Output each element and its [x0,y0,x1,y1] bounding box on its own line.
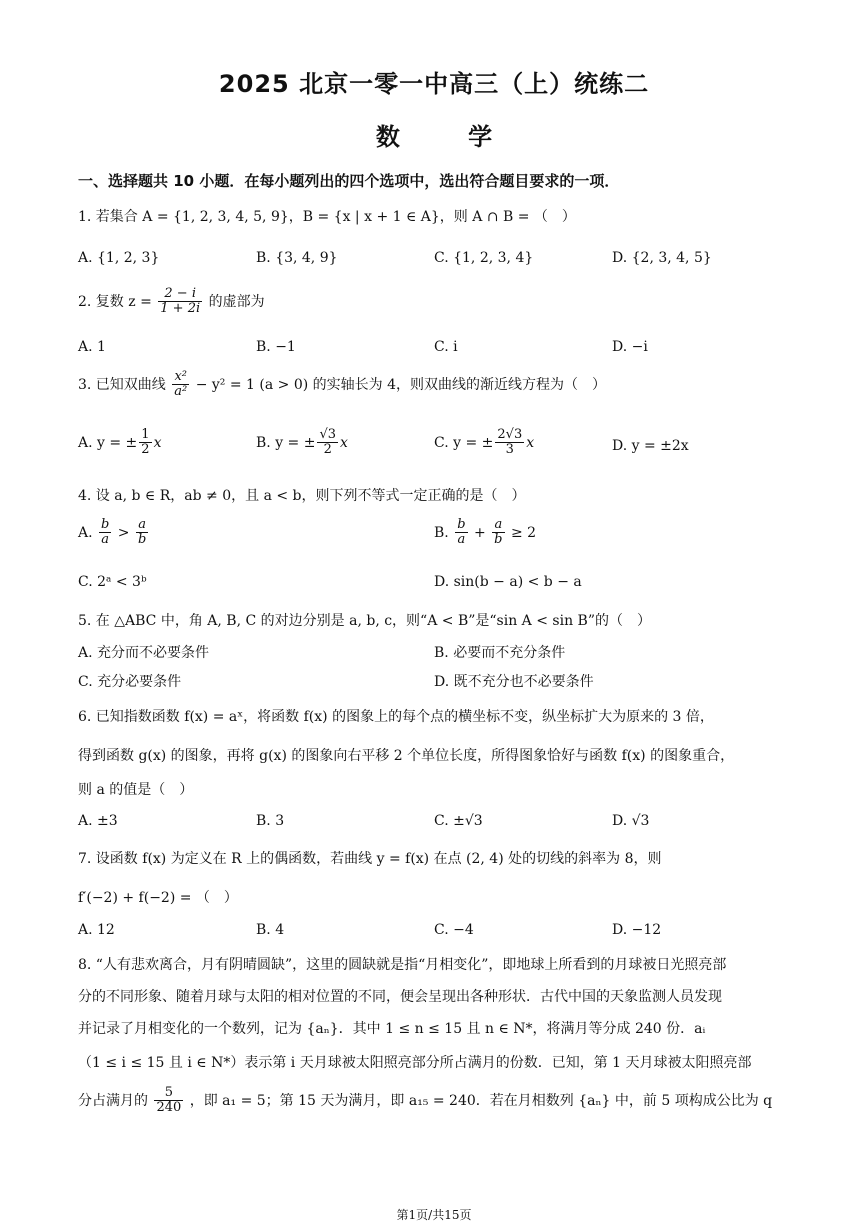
q3-c-den: 3 [505,442,514,458]
question-8-line-1: 8. “人有悲欢离合，月有阴晴圆缺”，这里的圆缺就是指“月相变化”，即地球上所看到的月球被日光照亮部 [78,957,727,973]
question-8-line-5 [78,1086,772,1116]
q3-a-post: x [153,434,162,451]
q3-c-post: x [526,434,535,451]
q2-option-d: D. −i [612,339,648,355]
q1-option-c: C. {1, 2, 3, 4} [434,250,534,266]
q3-prefix: 3. 已知双曲线 [78,376,166,393]
page-footer: 第1页/共15页 [396,1208,472,1222]
q3-option-a [78,428,161,458]
q5-option-c: C. 充分必要条件 [78,674,182,690]
q4-b-pre: B. [434,524,449,541]
question-2-stem [78,287,265,317]
q4-b-d2: b [494,532,503,548]
q3-fraction [172,370,189,400]
q6-option-c: C. ±√3 [434,813,483,829]
q3-b-pre: B. y = ± [256,434,316,451]
q7-option-d: D. −12 [612,922,662,938]
question-1-stem: 1. 若集合 A = {1, 2, 3, 4, 5, 9}，B = {x | x + 1 ∈ A}，则 A ∩ B = （ ） [78,209,576,225]
q5-option-b: B. 必要而不充分条件 [434,645,566,661]
q3-c-fraction [495,428,524,458]
q4-option-a [78,518,150,548]
q3-option-c [434,428,534,458]
q4-a-pre: A. [78,524,93,541]
exam-title: 2025 北京一零一中高三（上）统练二 [218,70,650,98]
q4-a-n1: b [101,517,110,532]
q4-b-mid: + [473,524,486,541]
q2-numerator: 2 − i [158,287,202,302]
question-7-line-1: 7. 设函数 f(x) 为定义在 R 上的偶函数，若曲线 y = f(x) 在点 (2, 4) 处的切线的斜率为 8，则 [78,851,662,867]
q4-option-b [434,518,536,548]
q8-fraction [154,1086,183,1116]
q3-b-den: 2 [323,442,332,458]
q6-option-b: B. 3 [256,813,285,829]
q2-prefix: 2. 复数 z = [78,293,152,310]
question-8-line-4: （1 ≤ i ≤ 15 且 i ∈ N*）表示第 i 天月球被太阳照亮部分所占满月的份数．已知，第 1 天月球被太阳照亮部 [78,1055,752,1071]
section-heading: 一、选择题共 10 小题．在每小题列出的四个选项中，选出符合题目要求的一项． [78,172,620,190]
q3-denominator: a² [174,384,188,400]
q1-option-b: B. {3, 4, 9} [256,250,338,266]
q1-option-d: D. {2, 3, 4, 5} [612,250,712,266]
question-6-line-2: 得到函数 g(x) 的图象，再将 g(x) 的图象向右平移 2 个单位长度，所得图象恰好与函数 f(x) 的图象重合， [78,748,735,764]
subject-heading: 数 学 [375,123,523,151]
question-7-line-2: f′(−2) + f(−2) = （ ） [78,890,238,906]
q5-option-a: A. 充分而不必要条件 [78,645,210,661]
question-3-stem [78,370,606,400]
q8-l5-post: ，即 a₁ = 5；第 15 天为满月，即 a₁₅ = 240．若在月相数列 {aₙ} 中，前 5 项构成公比为 q [189,1092,773,1109]
question-8-line-3: 并记录了月相变化的一个数列，记为 {aₙ}．其中 1 ≤ n ≤ 15 且 n ∈ N*，将满月等分成 240 份．aᵢ [78,1021,706,1037]
q2-option-b: B. −1 [256,339,296,355]
q3-b-post: x [340,434,348,451]
q2-denominator: 1 + 2i [160,301,201,317]
q1-option-a: A. {1, 2, 3} [78,250,160,266]
q3-c-num: 2√3 [497,427,523,442]
q8-frac-num: 5 [154,1086,183,1101]
q4-b-post: ≥ 2 [510,524,537,541]
q4-option-c: C. 2ᵃ < 3ᵇ [78,574,147,590]
q7-option-b: B. 4 [256,922,285,938]
q4-a-d1: a [101,532,110,548]
question-5-stem: 5. 在 △ABC 中，角 A, B, C 的对边分别是 a, b, c，则“A < B”是“sin A < sin B”的（ ） [78,613,652,629]
question-8-line-2: 分的不同形象、随着月球与太阳的相对位置的不同，便会呈现出各种形状．古代中国的天象监测人员发现 [78,989,722,1005]
question-6-line-3: 则 a 的值是（ ） [78,782,194,798]
q4-a-frac2 [136,518,148,548]
q4-b-frac1 [455,518,467,548]
q4-option-d: D. sin(b − a) < b − a [434,574,582,590]
q3-a-fraction [139,428,151,458]
q4-a-mid: > [117,524,130,541]
q7-option-a: A. 12 [78,922,115,938]
q8-frac-den: 240 [156,1100,182,1116]
q4-a-frac1 [99,518,111,548]
q7-option-c: C. −4 [434,922,474,938]
q4-a-d2: b [137,532,147,548]
q4-a-n2: a [136,518,148,533]
q3-a-num: 1 [141,427,150,442]
q3-numerator: x² [172,370,189,385]
q2-option-a: A. 1 [78,339,106,355]
q3-suffix: − y² = 1 (a > 0) 的实轴长为 4，则双曲线的渐近线方程为（ ） [195,376,606,393]
q3-b-fraction [317,428,338,458]
q2-fraction [158,287,202,317]
q4-b-n2: a [492,518,504,533]
q4-b-frac2 [492,518,504,548]
q2-option-c: C. i [434,339,458,355]
q2-suffix: 的虚部为 [208,293,265,310]
q4-b-d1: a [457,532,466,548]
question-6-line-1: 6. 已知指数函数 f(x) = aˣ，将函数 f(x) 的图象上的每个点的横坐标不变，纵坐标扩大为原来的 3 倍， [78,709,714,725]
q3-a-pre: A. y = ± [78,434,138,451]
q3-option-b [256,428,348,458]
question-4-stem: 4. 设 a, b ∈ R，ab ≠ 0，且 a < b，则下列不等式一定正确的是（ ） [78,488,526,504]
q3-b-num: √3 [319,427,337,442]
q3-a-den: 2 [141,442,150,458]
q6-option-a: A. ±3 [78,813,118,829]
q8-l5-pre: 分占满月的 [78,1092,148,1109]
q3-c-pre: C. y = ± [434,434,494,451]
q4-b-n1: b [457,517,466,532]
q3-option-d: D. y = ±2x [612,438,689,454]
q5-option-d: D. 既不充分也不必要条件 [434,674,594,690]
q6-option-d: D. √3 [612,813,650,829]
